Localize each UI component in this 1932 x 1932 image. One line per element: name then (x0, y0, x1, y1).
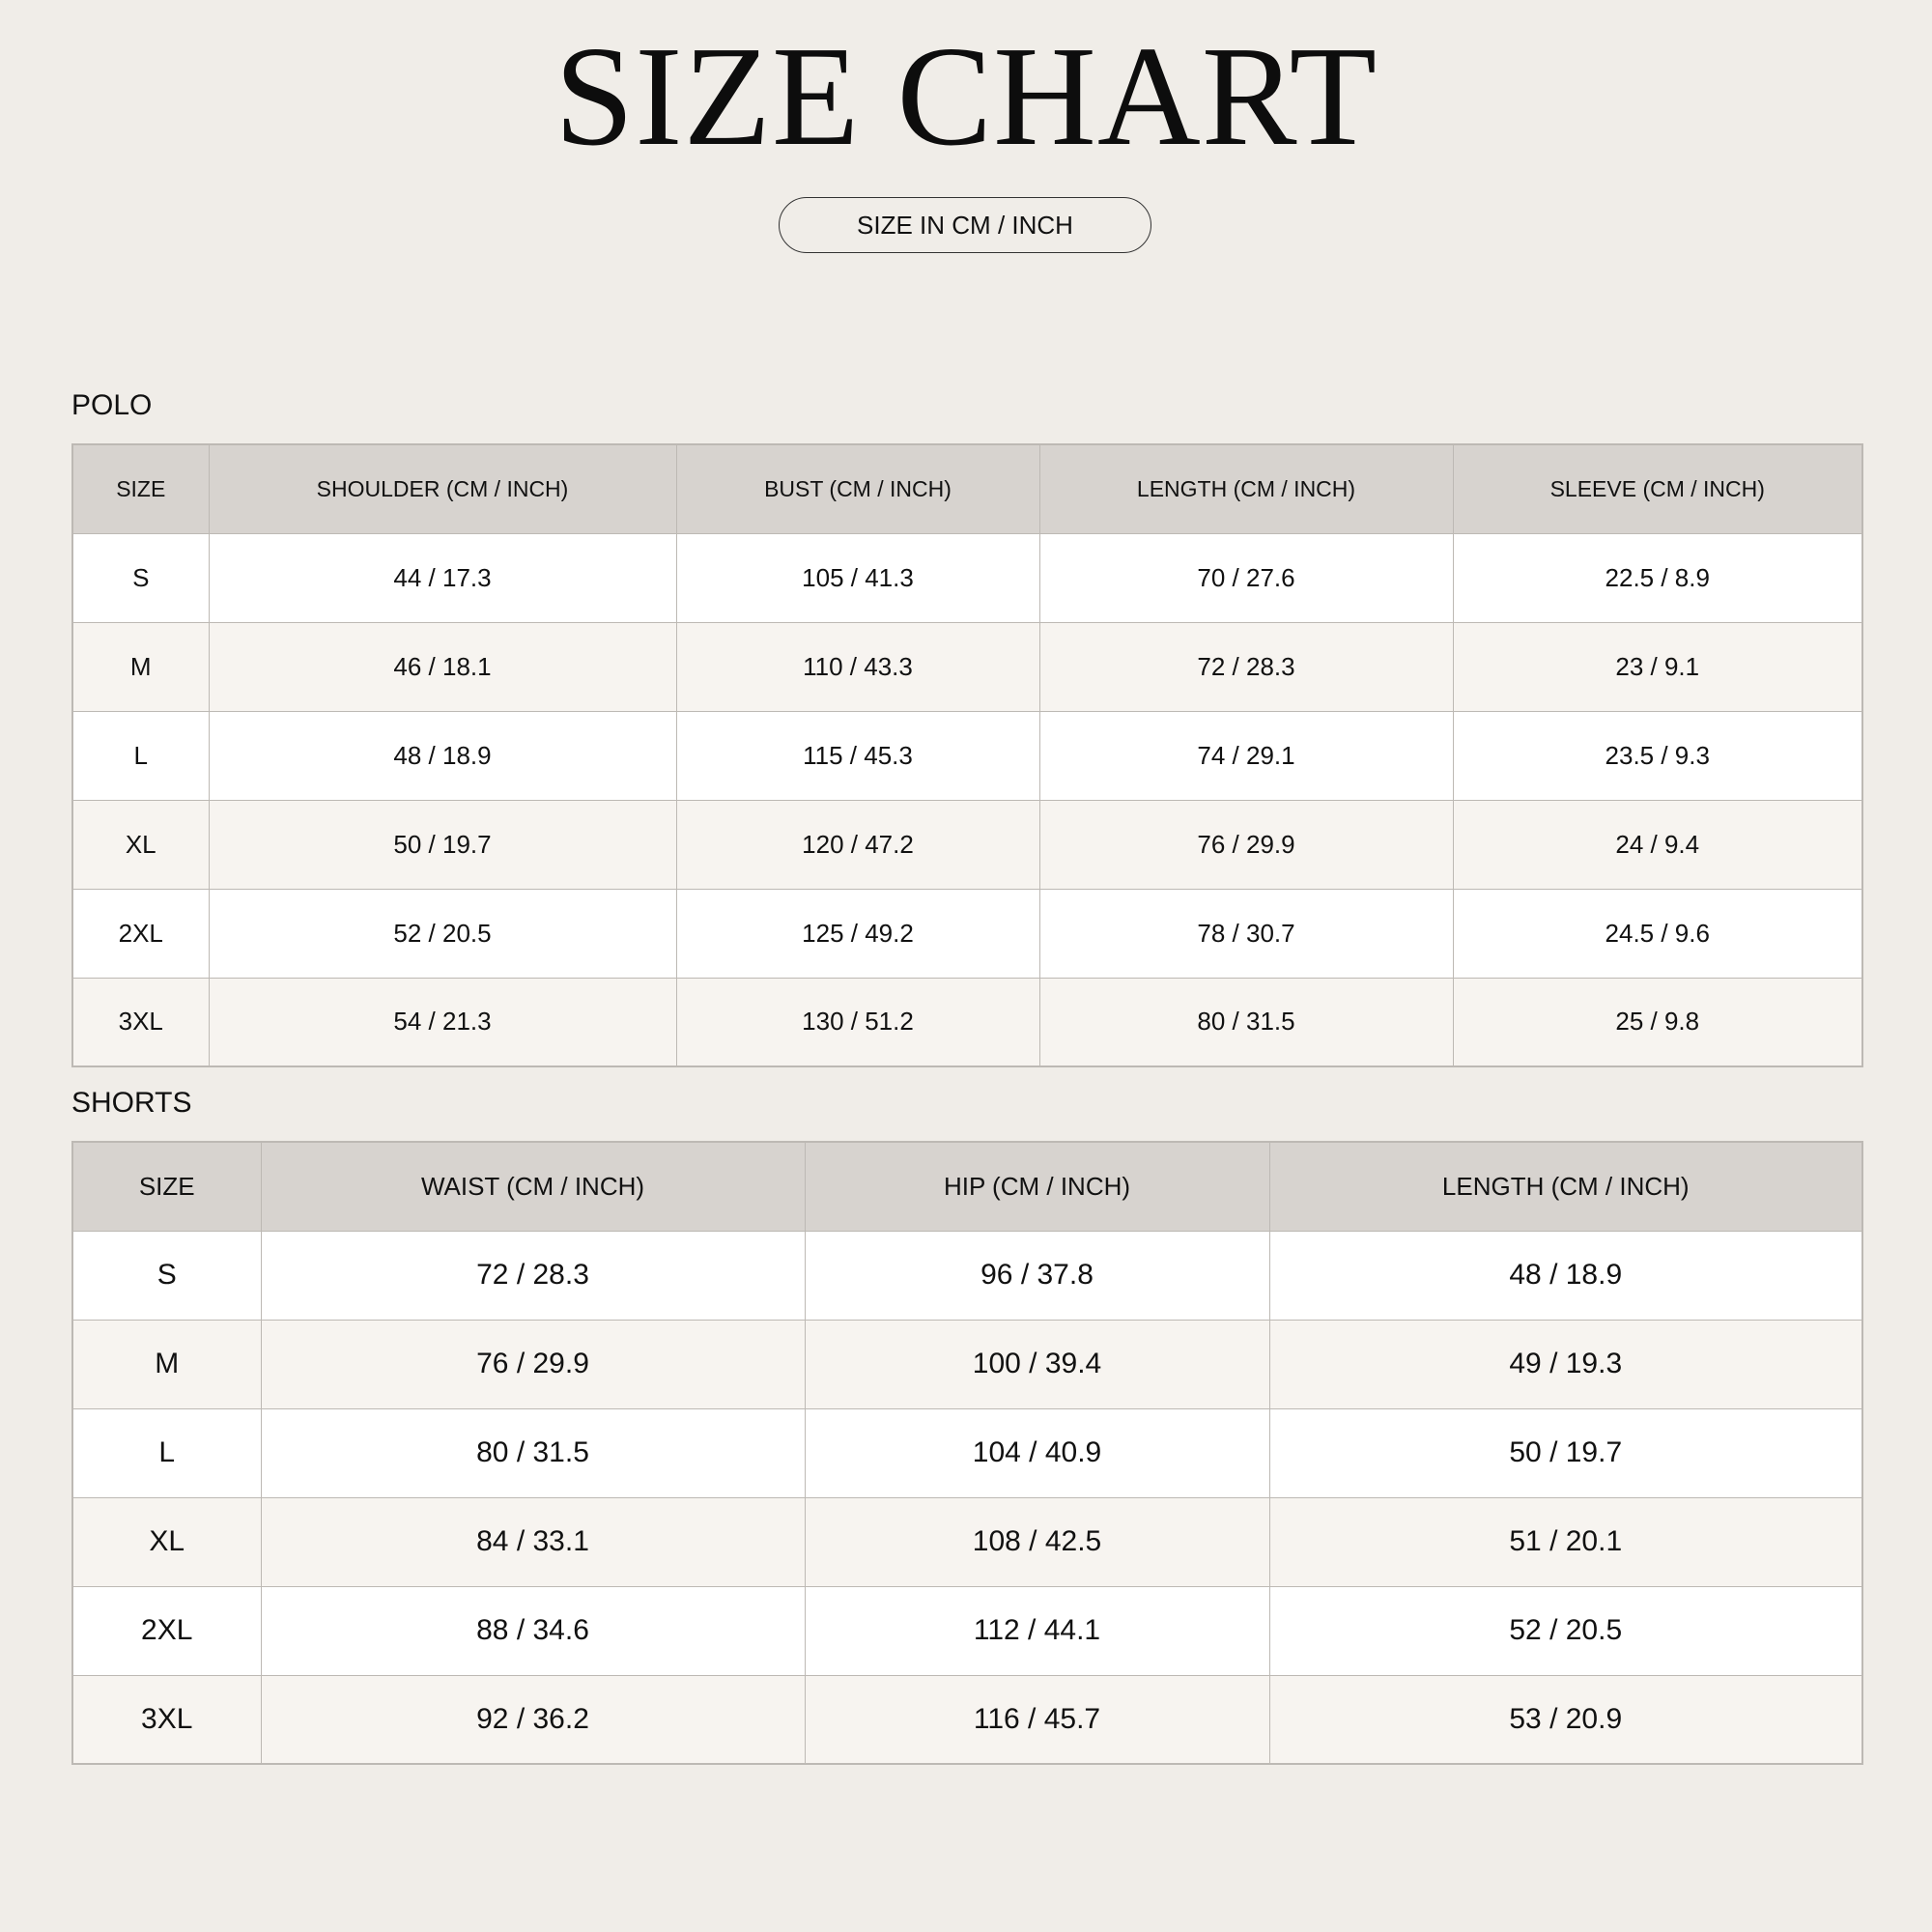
table-cell: 108 / 42.5 (805, 1497, 1269, 1586)
table-cell: 110 / 43.3 (676, 622, 1039, 711)
table-row (72, 1231, 1862, 1320)
column-header: SIZE (72, 1142, 261, 1231)
table-cell: 51 / 20.1 (1269, 1497, 1862, 1586)
table-cell: 53 / 20.9 (1269, 1675, 1862, 1764)
table-cell: 24.5 / 9.6 (1453, 889, 1862, 978)
table-cell: 105 / 41.3 (676, 533, 1039, 622)
table-cell: 50 / 19.7 (209, 800, 676, 889)
table-cell: 72 / 28.3 (261, 1231, 805, 1320)
size-cell: S (72, 1231, 261, 1320)
size-cell: M (72, 1320, 261, 1408)
size-cell: M (72, 622, 209, 711)
table-cell: 84 / 33.1 (261, 1497, 805, 1586)
column-header: SLEEVE (CM / INCH) (1453, 444, 1862, 533)
table-header-row (72, 1142, 1862, 1231)
table-cell: 23.5 / 9.3 (1453, 711, 1862, 800)
table-cell: 78 / 30.7 (1039, 889, 1453, 978)
table-cell: 76 / 29.9 (261, 1320, 805, 1408)
column-header: SHOULDER (CM / INCH) (209, 444, 676, 533)
table-cell: 116 / 45.7 (805, 1675, 1269, 1764)
table-row (72, 978, 1862, 1066)
table-cell: 52 / 20.5 (1269, 1586, 1862, 1675)
polo-section-label: POLO (71, 389, 153, 421)
size-cell: 2XL (72, 1586, 261, 1675)
table-cell: 100 / 39.4 (805, 1320, 1269, 1408)
table-cell: 88 / 34.6 (261, 1586, 805, 1675)
page-title: SIZE CHART (554, 17, 1378, 176)
size-cell: S (72, 533, 209, 622)
table-row (72, 1586, 1862, 1675)
table-cell: 92 / 36.2 (261, 1675, 805, 1764)
table-row (72, 711, 1862, 800)
table-row (72, 1408, 1862, 1497)
table-row (72, 1675, 1862, 1764)
column-header: WAIST (CM / INCH) (261, 1142, 805, 1231)
table-cell: 74 / 29.1 (1039, 711, 1453, 800)
table-cell: 115 / 45.3 (676, 711, 1039, 800)
table-cell: 50 / 19.7 (1269, 1408, 1862, 1497)
unit-badge: SIZE IN CM / INCH (779, 197, 1151, 253)
polo-size-table (71, 443, 1863, 1067)
table-cell: 48 / 18.9 (1269, 1231, 1862, 1320)
table-cell: 22.5 / 8.9 (1453, 533, 1862, 622)
size-cell: XL (72, 1497, 261, 1586)
table-row (72, 533, 1862, 622)
size-cell: 2XL (72, 889, 209, 978)
table-row (72, 1320, 1862, 1408)
table-cell: 120 / 47.2 (676, 800, 1039, 889)
column-header: LENGTH (CM / INCH) (1039, 444, 1453, 533)
table-row (72, 800, 1862, 889)
column-header: HIP (CM / INCH) (805, 1142, 1269, 1231)
table-cell: 24 / 9.4 (1453, 800, 1862, 889)
size-cell: L (72, 1408, 261, 1497)
shorts-section-label: SHORTS (71, 1087, 192, 1119)
column-header: SIZE (72, 444, 209, 533)
table-cell: 96 / 37.8 (805, 1231, 1269, 1320)
table-row (72, 1497, 1862, 1586)
table-cell: 72 / 28.3 (1039, 622, 1453, 711)
table-header-row (72, 444, 1862, 533)
table-cell: 25 / 9.8 (1453, 978, 1862, 1066)
table-cell: 104 / 40.9 (805, 1408, 1269, 1497)
table-row (72, 889, 1862, 978)
table-cell: 125 / 49.2 (676, 889, 1039, 978)
column-header: LENGTH (CM / INCH) (1269, 1142, 1862, 1231)
column-header: BUST (CM / INCH) (676, 444, 1039, 533)
table-cell: 54 / 21.3 (209, 978, 676, 1066)
size-cell: 3XL (72, 978, 209, 1066)
table-cell: 23 / 9.1 (1453, 622, 1862, 711)
table-cell: 44 / 17.3 (209, 533, 676, 622)
table-cell: 112 / 44.1 (805, 1586, 1269, 1675)
size-cell: 3XL (72, 1675, 261, 1764)
table-cell: 49 / 19.3 (1269, 1320, 1862, 1408)
size-cell: XL (72, 800, 209, 889)
table-row (72, 622, 1862, 711)
table-cell: 70 / 27.6 (1039, 533, 1453, 622)
table-cell: 46 / 18.1 (209, 622, 676, 711)
size-cell: L (72, 711, 209, 800)
table-cell: 76 / 29.9 (1039, 800, 1453, 889)
table-cell: 130 / 51.2 (676, 978, 1039, 1066)
table-cell: 80 / 31.5 (1039, 978, 1453, 1066)
table-cell: 52 / 20.5 (209, 889, 676, 978)
shorts-size-table (71, 1141, 1863, 1765)
table-cell: 48 / 18.9 (209, 711, 676, 800)
table-cell: 80 / 31.5 (261, 1408, 805, 1497)
